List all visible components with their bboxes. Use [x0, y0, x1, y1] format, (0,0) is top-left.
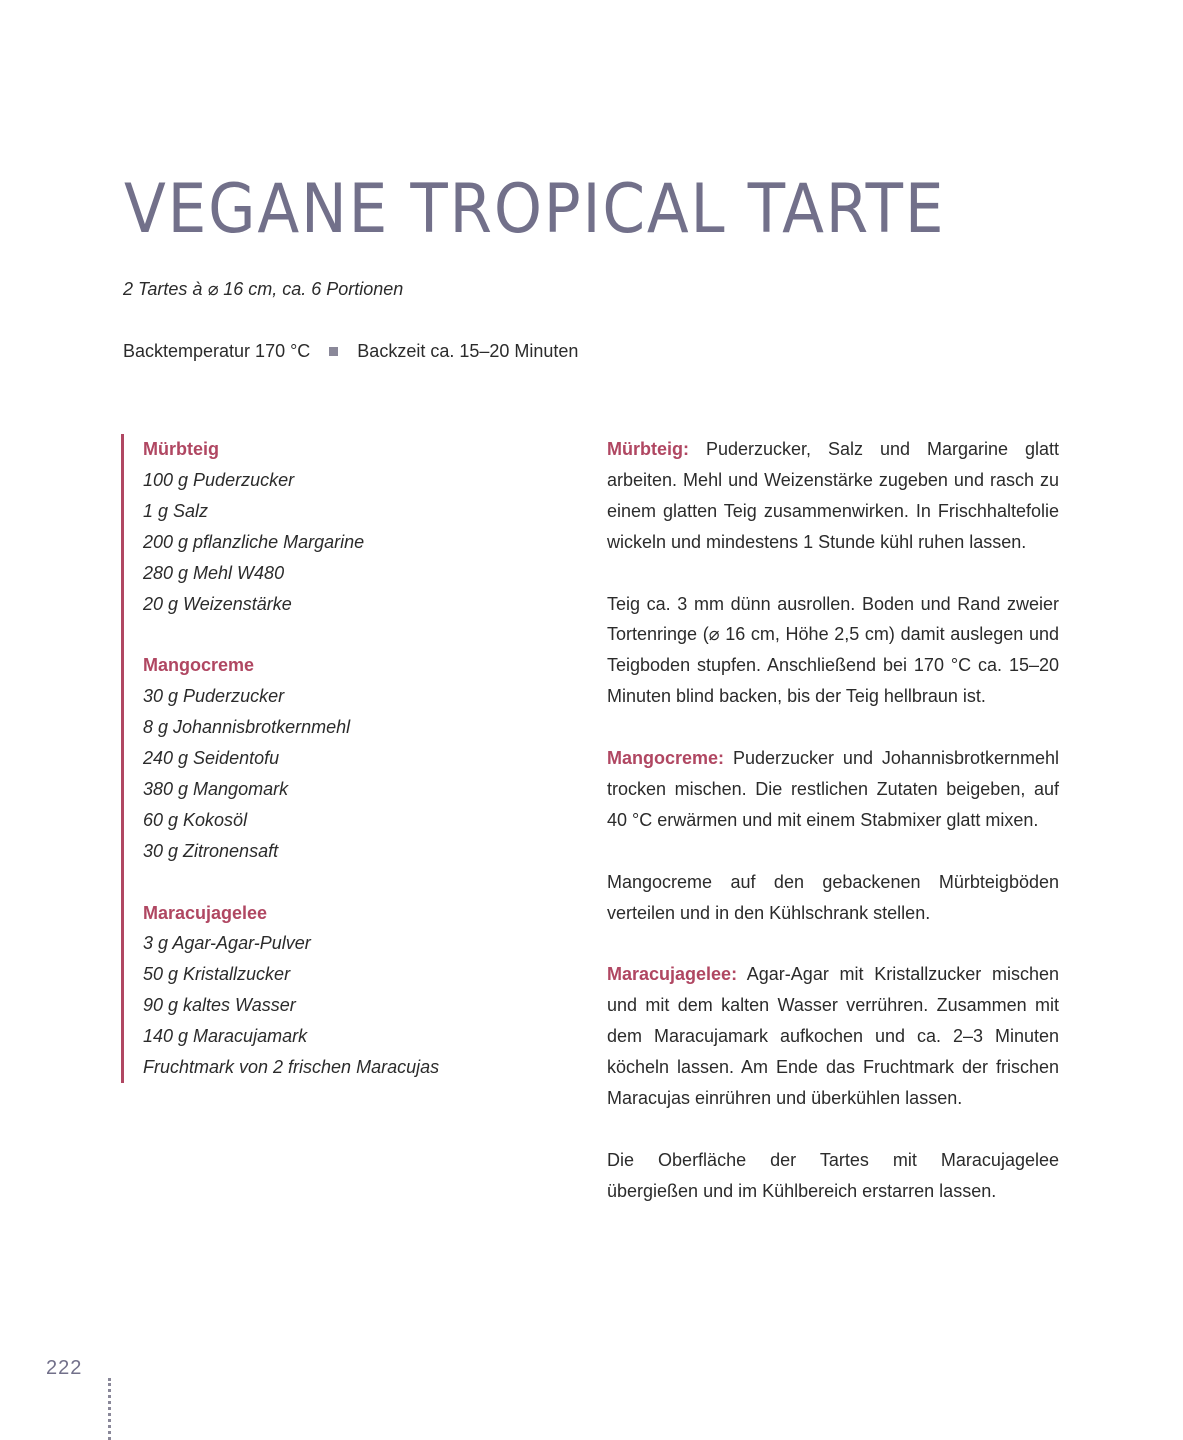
instructions	[607, 434, 1059, 1207]
recipe-title: VEGANE TROPICAL TARTE	[124, 170, 946, 249]
ingredient-group-mangocreme	[143, 650, 563, 866]
bake-time: Backzeit ca. 15–20 Minuten	[357, 341, 579, 361]
ingredient-item: 3 g Agar-Agar-Pulver	[143, 933, 311, 954]
instruction-label: Mürbteig:	[607, 439, 689, 459]
instruction-label: Maracujagelee:	[607, 964, 738, 985]
recipe-yield: 2 Tartes à ⌀ 16 cm, ca. 6 Portionen	[123, 279, 404, 299]
ingredient-item: 90 g kaltes Wasser	[143, 995, 296, 1016]
instruction-paragraph	[607, 743, 1059, 836]
ingredient-item: 50 g Kristallzucker	[143, 964, 291, 985]
ingredient-item: Fruchtmark von 2 frischen Maracujas	[143, 1057, 440, 1078]
instruction-paragraph	[607, 1145, 1059, 1207]
ingredients-list	[121, 434, 563, 1083]
separator-square-icon	[329, 347, 338, 356]
instruction-text: Mangocreme auf den gebackenen Mürbteigböden verteilen und in den Kühlschrank stellen.	[607, 871, 1059, 923]
instruction-paragraph	[607, 867, 1059, 929]
instruction-text: Agar-Agar mit Kristallzucker mischen und mit dem kalten Wasser verrühren. Zusammen mit dem Maracujamark aufkochen und ca. 2–3 Minuten köcheln lassen. Am Ende das Fruchtmark der frischen Maracujas einrühren und überkühlen lassen.	[607, 964, 1059, 1108]
instruction-label: Mangocreme:	[607, 748, 725, 769]
ingredient-group-heading: Maracujagelee	[143, 902, 268, 923]
ingredient-item: 100 g Puderzucker	[143, 469, 295, 490]
ingredient-item: 30 g Puderzucker	[143, 686, 285, 707]
instruction-text: Puderzucker und Johannisbrotkernmehl trocken mischen. Die restlichen Zutaten beigeben, auf 40 °C erwärmen und mit einem Stabmixer glatt mixen.	[607, 748, 1059, 830]
ingredient-item: 60 g Kokosöl	[143, 809, 248, 830]
bake-temperature: Backtemperatur 170 °C	[123, 341, 311, 361]
ingredient-item: 280 g Mehl W480	[143, 562, 285, 583]
ingredient-item: 30 g Zitronensaft	[143, 840, 279, 861]
ingredient-item: 20 g Weizenstärke	[143, 593, 292, 614]
instruction-paragraph	[607, 589, 1059, 713]
ingredient-item: 8 g Johannisbrotkernmehl	[143, 717, 351, 738]
instruction-text: Die Oberfläche der Tartes mit Maracujagelee übergießen und im Kühlbereich erstarren lassen.	[607, 1149, 1059, 1201]
ingredient-item: 380 g Mangomark	[143, 778, 289, 799]
ingredient-item: 200 g pflanzliche Margarine	[143, 531, 365, 552]
ingredient-group-heading: Mürbteig	[143, 439, 219, 459]
ingredient-group-maracujagelee	[143, 898, 563, 1083]
page-divider	[108, 1378, 111, 1440]
ingredient-group-muerbteig	[143, 434, 563, 619]
ingredient-item: 1 g Salz	[143, 500, 209, 521]
instruction-paragraph	[607, 434, 1059, 558]
ingredient-item: 140 g Maracujamark	[143, 1026, 308, 1047]
instruction-text: Teig ca. 3 mm dünn ausrollen. Boden und Rand zweier Tortenringe (⌀ 16 cm, Höhe 2,5 cm) damit auslegen und Teigboden stupfen. Anschließend bei 170 °C ca. 15–20 Minuten blind backen, bis der Teig hellbraun ist.	[607, 593, 1059, 707]
ingredient-group-heading: Mangocreme	[143, 655, 255, 676]
instruction-paragraph	[607, 959, 1059, 1114]
instruction-text: Puderzucker, Salz und Margarine glatt arbeiten. Mehl und Weizenstärke zugeben und rasch zu einem glatten Teig zusammenwirken. In Frischhaltefolie wickeln und mindestens 1 Stunde kühl ruhen lassen.	[607, 439, 1059, 552]
ingredient-item: 240 g Seidentofu	[143, 748, 280, 769]
page-number: 222	[46, 1357, 83, 1379]
bake-info	[123, 341, 578, 362]
